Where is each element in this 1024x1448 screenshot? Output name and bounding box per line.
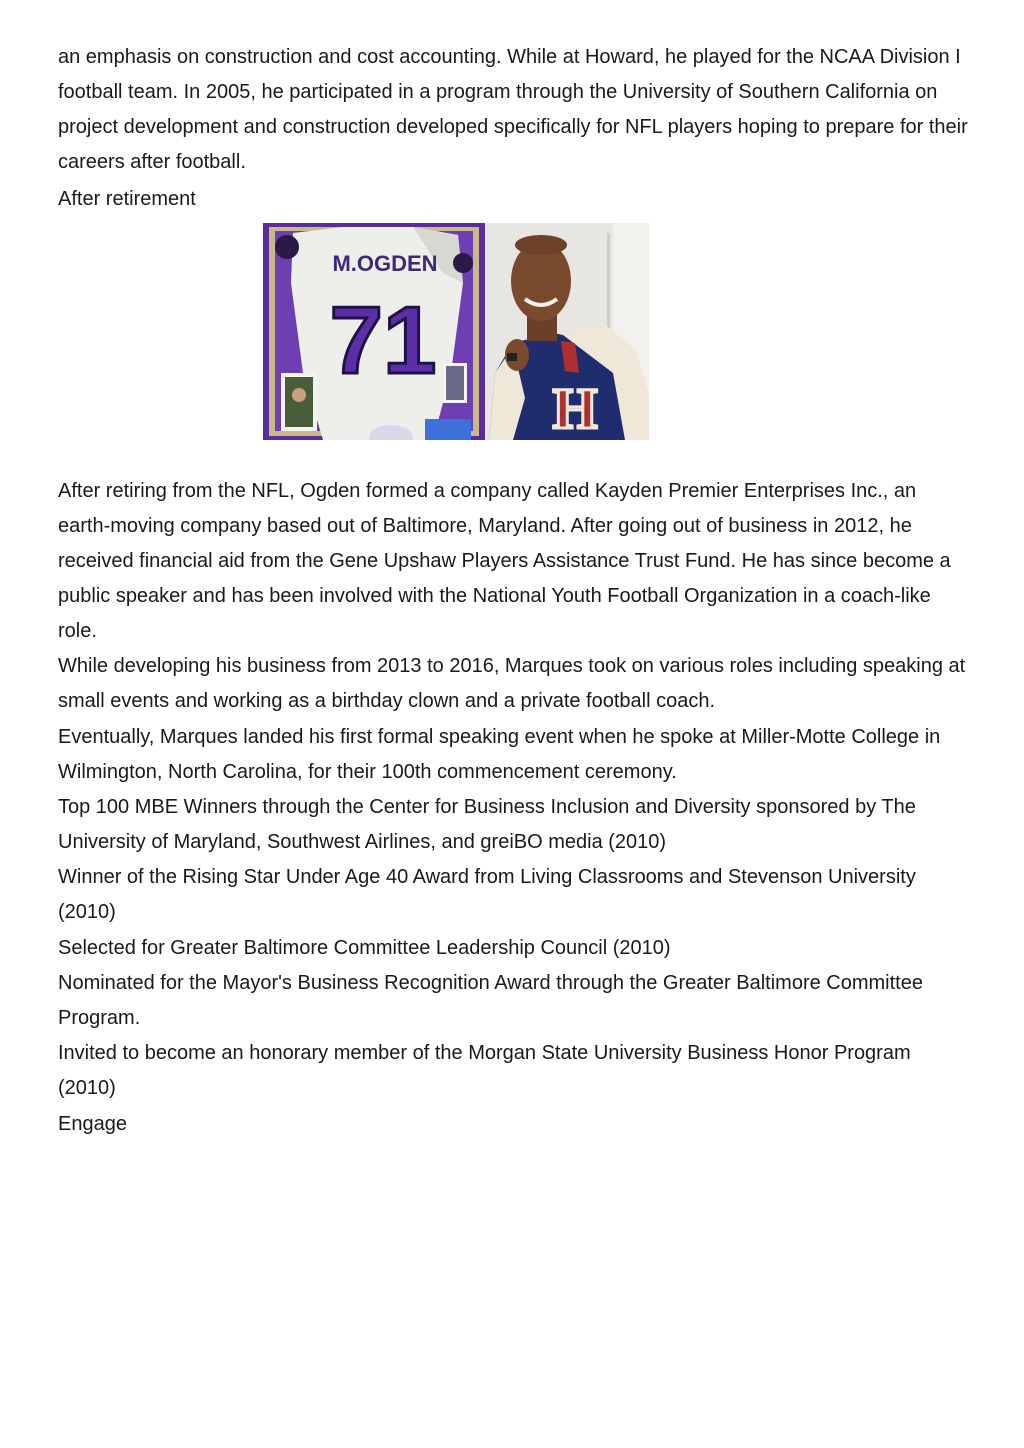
ogden-jersey-photo bbox=[263, 223, 649, 440]
jersey-name-text: M.OGDEN bbox=[332, 251, 438, 276]
jersey-number-text: 71 bbox=[329, 287, 437, 394]
paragraph-after-nfl: After retiring from the NFL, Ogden formed a company called Kayden Premier Enterprises Inc., an earth-moving company based out of Baltimore, Maryland. After going out of business in 2012, he received financial aid from the Gene Upshaw Players Assistance Trust Fund. He has since become a public speaker and has been involved with the National Youth Football Organization in a coach-like role. bbox=[58, 480, 951, 642]
paragraph-developing-business: While developing his business from 2013 to 2016, Marques took on various roles including speaking at small events and working as a birthday clown and a private football coach. bbox=[58, 655, 966, 712]
award-mayors-recognition: Nominated for the Mayor's Business Recognition Award through the Greater Baltimore Committee Program. bbox=[58, 972, 923, 1029]
award-rising-star: Winner of the Rising Star Under Age 40 Award from Living Classrooms and Stevenson University (2010) bbox=[58, 866, 916, 923]
section-heading: After retirement bbox=[58, 188, 196, 210]
engage-text: Engage bbox=[58, 1113, 127, 1135]
paragraph-education: an emphasis on construction and cost accounting. While at Howard, he played for the NCAA Division I football team. In 2005, he participated in a program through the University of Southern California on project development and construction developed specifically for NFL players hoping to prepare for their careers after football. bbox=[58, 46, 968, 173]
award-morgan-state: Invited to become an honorary member of the Morgan State University Business Honor Program (2010) bbox=[58, 1042, 911, 1099]
paragraph-first-speaking: Eventually, Marques landed his first formal speaking event when he spoke at Miller-Motte College in Wilmington, North Carolina, for their 100th commencement ceremony. bbox=[58, 726, 941, 783]
award-leadership-council: Selected for Greater Baltimore Committee Leadership Council (2010) bbox=[58, 937, 671, 959]
jacket-letter-text: H bbox=[552, 376, 598, 440]
award-top-100-mbe: Top 100 MBE Winners through the Center for Business Inclusion and Diversity sponsored by The University of Maryland, Southwest Airlines, and greiBO media (2010) bbox=[58, 796, 916, 853]
document-page bbox=[58, 40, 968, 1142]
